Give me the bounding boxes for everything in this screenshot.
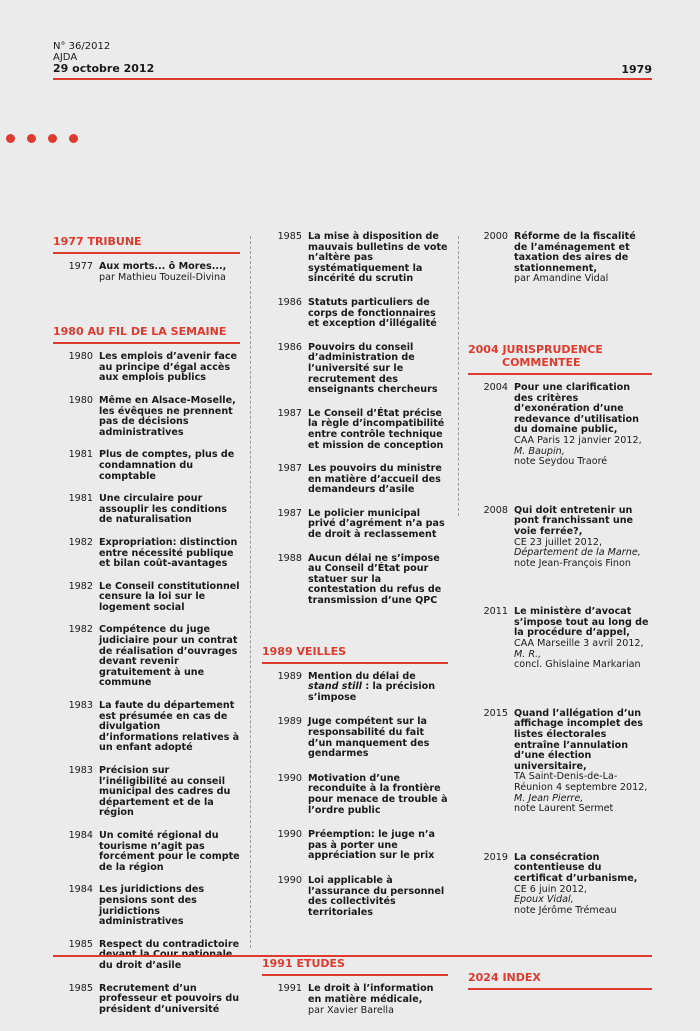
entry-text: [308, 717, 448, 759]
entry-party: M. Jean Pierre,: [514, 792, 584, 804]
dot-icon: [27, 134, 36, 143]
entry-title: La faute du département est présumée en cas de divulgation d’informations relatives à un enfant adopté: [99, 700, 240, 754]
entry-text: [308, 984, 448, 1016]
entry-text: [99, 984, 240, 1016]
entry-page: 1983: [68, 700, 93, 712]
entry-page: 2004: [483, 381, 508, 393]
entry-text: [99, 582, 240, 614]
entry-court: CAA Paris 12 janvier 2012,: [514, 434, 642, 446]
section-title-index: 2024 INDEX: [468, 968, 652, 990]
section-title-tribune: 1977 TRIBUNE: [53, 232, 240, 254]
toc-entry[interactable]: [262, 509, 448, 541]
toc-entry[interactable]: [262, 876, 448, 918]
column-1: [53, 232, 240, 1027]
entry-title: Une circulaire pour assouplir les conditions de naturalisation: [99, 493, 227, 526]
section-etudes-list: [262, 984, 448, 1016]
column-separator: [458, 236, 459, 516]
entry-text: [514, 853, 652, 917]
page-number: 1979: [621, 63, 652, 76]
entry-text: [308, 509, 448, 541]
header-rule: [53, 78, 652, 80]
entry-title: Respect du contradictoire du droit d’asile: [99, 938, 240, 971]
entry-title: La mise à disposition de mauvais bulletins de vote n’altère pas systématiquement la sincérité du scrutin: [308, 231, 448, 285]
entry-page: 1986: [277, 341, 302, 353]
toc-entry[interactable]: [262, 984, 448, 1016]
entry-note: note Jean-François Finon: [514, 557, 631, 569]
section-title-veilles: 1989 VEILLES: [262, 642, 448, 664]
entry-text: [308, 298, 448, 330]
entry-title: Le Conseil constitutionnel censure la loi sur le logement social: [99, 580, 240, 613]
entry-party: Département de la Marne,: [514, 547, 641, 559]
entry-title: Le Conseil d’État précise la règle d’incompatibilité entre contrôle technique et mission de conception: [308, 407, 445, 451]
entry-title: Réforme de la fiscalité de l’aménagement et taxation des aires de stationnement,: [514, 231, 636, 274]
entry-title: Le policier municipal privé d’agrément n’a pas de droit à reclassement: [308, 507, 445, 541]
entry-text: [308, 830, 448, 862]
entry-court: CAA Marseille 3 avril 2012,: [514, 638, 644, 650]
entry-title: Un comité régional du tourisme n’agit pas forcément pour le compte de la région: [99, 829, 240, 873]
toc-entry[interactable]: [53, 494, 240, 526]
entry-court: CE 6 juin 2012,: [514, 883, 587, 895]
entry-text: [514, 232, 652, 285]
toc-entry[interactable]: [262, 554, 448, 607]
entry-title: Plus de comptes, plus de condamnation du comptable: [99, 449, 235, 482]
toc-entry[interactable]: [468, 853, 652, 917]
entry-text: [514, 607, 652, 671]
entry-text: [308, 876, 448, 918]
toc-entry[interactable]: [53, 582, 240, 614]
entry-title: Quand l’allégation d’un affichage incomplet des listes électorales entraîne l’annulation d’une élection universitaire,: [514, 707, 643, 772]
issue-meta: [53, 41, 154, 74]
entry-title: Aucun délai ne s’impose au Conseil d’État pour statuer sur la contestation du refus de transmission d’une QPC: [308, 552, 442, 607]
entry-title: Même en Alsace-Moselle, les évêques ne prennent pas de décisions administratives: [99, 394, 236, 438]
entry-court: CE 23 juillet 2012,: [514, 536, 602, 548]
entry-page: 2000: [483, 231, 508, 242]
dot-icon: [48, 134, 57, 143]
entry-title-part: : la précision s’impose: [308, 681, 436, 703]
section-title-etudes: 1991 ETUDES: [262, 954, 448, 976]
toc-entry[interactable]: [262, 672, 448, 704]
entry-author: par Mathieu Touzeil-Divina: [99, 271, 226, 283]
entry-title: Compétence du juge judiciaire pour un contrat de réalisation d’ouvrages devant revenir gratuitement à une commune: [99, 624, 238, 689]
section-title-line: 2004 JURISPRUDENCE: [468, 342, 603, 356]
entry-text: [99, 352, 240, 384]
entry-page: 1990: [277, 874, 302, 886]
toc-entry[interactable]: [262, 232, 448, 285]
toc-entry[interactable]: [53, 625, 240, 689]
entry-title: Juge compétent sur la responsabilité du fait d’un manquement des gendarmes: [308, 716, 430, 760]
toc-entry[interactable]: [53, 984, 240, 1016]
entry-page: 1987: [277, 463, 302, 475]
entry-page: 1989: [277, 716, 302, 728]
toc-entry[interactable]: [53, 396, 240, 438]
entry-page: 1990: [277, 829, 302, 841]
issue-date: 29 octobre 2012: [53, 62, 155, 75]
entry-page: 1985: [68, 982, 93, 994]
journal-name: AJDA: [53, 52, 78, 63]
entry-title: Précision sur l’inéligibilité au conseil municipal des cadres du département et de la région: [99, 765, 231, 819]
entry-title: Pouvoirs du conseil d’administration de l’université sur le recrutement des enseignants chercheurs: [308, 341, 438, 396]
toc-entry[interactable]: [262, 464, 448, 496]
column-3: [468, 232, 652, 998]
entry-title: Les juridictions des pensions sont des juridictions administratives: [99, 884, 205, 928]
entry-page: 1991: [277, 983, 302, 995]
entry-text: [99, 831, 240, 873]
toc-entry[interactable]: [262, 343, 448, 396]
section-title-line: COMMENTEE: [502, 355, 581, 369]
dot-icon: [69, 134, 78, 143]
section-title-jurisprudence: [468, 340, 652, 375]
entry-text: [99, 701, 240, 754]
entry-page: 1986: [277, 296, 302, 308]
column-2: [262, 232, 448, 1031]
entry-title-italic: stand still: [308, 681, 362, 693]
entry-note: note Laurent Sermet: [514, 803, 614, 815]
entry-text: [514, 383, 652, 468]
entry-page: 1990: [277, 772, 302, 784]
toc-entry[interactable]: [53, 701, 240, 754]
entry-text: [308, 232, 448, 285]
entry-title-part: Mention du délai de: [308, 670, 416, 682]
entry-page: 1987: [277, 507, 302, 519]
section-title-au-fil: 1980 AU FIL DE LA SEMAINE: [53, 322, 240, 344]
toc-entry[interactable]: [262, 717, 448, 759]
entry-party: M. R.,: [514, 648, 542, 660]
entry-page: 1981: [68, 493, 93, 505]
toc-entry[interactable]: [262, 298, 448, 330]
toc-entry[interactable]: [53, 262, 240, 283]
entry-party: Epoux Vidal,: [514, 894, 574, 906]
entry-text: [99, 885, 240, 927]
entry-page: 1983: [68, 765, 93, 776]
entry-title: Préemption: le juge n’a pas à porter une appréciation sur le prix: [308, 829, 436, 862]
entry-court: TA Saint-Denis-de-La-Réunion 4 septembre 2012,: [514, 771, 648, 793]
issue-number: N° 36/2012: [53, 41, 111, 52]
entry-page: 1985: [68, 938, 93, 950]
entry-page: 1982: [68, 536, 93, 548]
section-continued-list: [262, 232, 448, 607]
entry-page: 1982: [68, 580, 93, 592]
entry-page: 2008: [483, 504, 508, 516]
entry-page: 1984: [68, 829, 93, 841]
section-au-fil-list: [53, 352, 240, 1015]
toc-entry[interactable]: [53, 450, 240, 482]
column-separator: [250, 236, 251, 948]
entry-text: [99, 396, 240, 438]
entry-page: 2015: [483, 707, 508, 719]
entry-text: [99, 494, 240, 526]
entry-page: 1981: [68, 449, 93, 461]
entry-party: M. Baupin,: [514, 445, 565, 457]
entry-text: [99, 625, 240, 689]
dot-icon: [6, 134, 15, 143]
toc-entry[interactable]: [262, 409, 448, 451]
entry-text: [514, 709, 652, 815]
entry-page: 1987: [277, 407, 302, 419]
entry-author: par Amandine Vidal: [514, 273, 609, 285]
toc-entry[interactable]: [53, 766, 240, 819]
section-jurisprudence-list: [468, 383, 652, 916]
toc-entry[interactable]: [468, 383, 652, 468]
entry-author: par Xavier Barella: [308, 1004, 394, 1016]
entry-text: [308, 464, 448, 496]
toc-entry[interactable]: [468, 709, 652, 815]
entry-title: Statuts particuliers de corps de fonctionnaires et exception d’illégalité: [308, 296, 437, 330]
entry-text: [99, 766, 240, 819]
entry-title: Les pouvoirs du ministre en matière d’accueil des demandeurs d’asile: [308, 463, 442, 496]
entry-text: [308, 672, 448, 704]
toc-entry[interactable]: [468, 506, 652, 570]
entry-note: note Seydou Traoré: [514, 456, 608, 468]
entry-page: 1980: [68, 394, 93, 406]
entry-page: 1985: [277, 231, 302, 242]
toc-entry[interactable]: [53, 831, 240, 873]
entry-note: concl. Ghislaine Markarian: [514, 659, 641, 671]
entry-page: 1977: [68, 261, 93, 272]
toc-entry[interactable]: [468, 607, 652, 671]
entry-title: Qui doit entretenir un pont franchissant une voie ferrée?,: [514, 504, 634, 537]
section-veilles-list: [262, 672, 448, 919]
entry-page: 1988: [277, 552, 302, 564]
entry-page: 2019: [483, 851, 508, 863]
entry-page: 1982: [68, 624, 93, 636]
entry-title: Pour une clarification des critères d’exonération d’une redevance d’utilisation du domaine public,: [514, 381, 639, 436]
section-continued-list: [468, 232, 652, 285]
entry-title: Expropriation: distinction entre nécessité publique et bilan coût-avantages: [99, 536, 238, 570]
decorative-dots: [6, 134, 78, 143]
entry-text: [308, 409, 448, 451]
entry-page: 1984: [68, 884, 93, 896]
toc-entry[interactable]: [262, 774, 448, 816]
entry-title: Le ministère d’avocat s’impose tout au long de la procédure d’appel,: [514, 606, 649, 639]
footer-rule: [53, 955, 652, 957]
entry-text: [99, 450, 240, 482]
entry-title: Les emplois d’avenir face au principe d’égal accès aux emplois publics: [99, 351, 238, 384]
entry-text: [514, 506, 652, 570]
toc-entry[interactable]: [468, 232, 652, 285]
entry-page: 1980: [68, 351, 93, 363]
entry-text: [308, 343, 448, 396]
entry-title: Recrutement d’un professeur et pouvoirs du président d’université: [99, 982, 240, 1015]
entry-title: Le droit à l’information en matière médicale,: [308, 983, 434, 1005]
toc-entry[interactable]: [53, 352, 240, 384]
entry-title: [308, 672, 448, 704]
entry-text: [308, 554, 448, 607]
toc-entry[interactable]: [262, 830, 448, 862]
entry-page: 1989: [277, 670, 302, 682]
entry-page: 2011: [483, 606, 508, 618]
entry-note: note Jérôme Trémeau: [514, 904, 617, 916]
entry-title: Loi applicable à l’assurance du personnel des collectivités territoriales: [308, 874, 445, 918]
entry-title: La consécration contentieuse du certificat d’urbanisme,: [514, 851, 638, 884]
entry-title: Aux morts... ô Mores...,: [99, 261, 227, 272]
entry-text: [99, 538, 240, 570]
entry-title: Motivation d’une reconduite à la frontière pour menace de trouble à l’ordre public: [308, 772, 448, 816]
entry-text: [308, 774, 448, 816]
toc-entry[interactable]: [53, 538, 240, 570]
toc-entry[interactable]: [53, 885, 240, 927]
